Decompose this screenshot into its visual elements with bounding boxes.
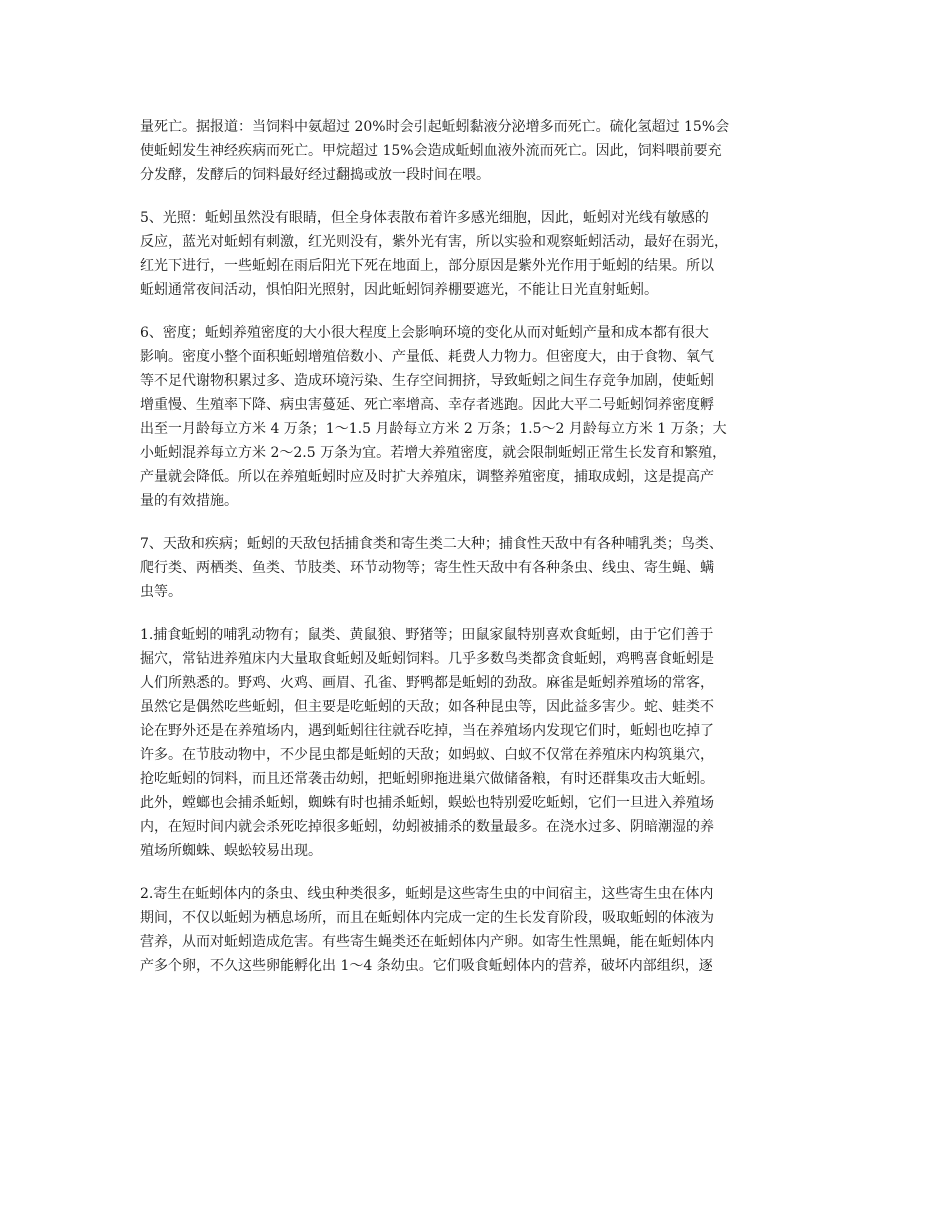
text-line: 殖场所蜘蛛、蜈蚣较易出现。: [140, 843, 322, 859]
text-line: 产多个卵，不久这些卵能孵化出 1～4 条幼虫。它们吸食蚯蚓体内的营养，破坏内部组织，逐: [140, 958, 713, 974]
paragraph-light: [140, 206, 810, 302]
text-line: 此外，螳螂也会捕杀蚯蚓，蜘蛛有时也捕杀蚯蚓，蜈蚣也特别爱吃蚯蚓，它们一旦进入养殖场: [140, 795, 714, 811]
text-line: 反应，蓝光对蚯蚓有刺激，红光则没有，紫外光有害，所以实验和观察蚯蚓活动，最好在弱光，: [140, 234, 728, 250]
text-line: 量的有效措施。: [140, 493, 238, 509]
text-line: 1.捕食蚯蚓的哺乳动物有；鼠类、黄鼠狼、野猪等；田鼠家鼠特别喜欢食蚯蚓，由于它们善于: [140, 627, 714, 643]
text-line: 期间，不仅以蚯蚓为栖息场所，而且在蚯蚓体内完成一定的生长发育阶段，吸取蚯蚓的体液为: [140, 910, 714, 926]
text-line: 产量就会降低。所以在养殖蚯蚓时应及时扩大养殖床，调整养殖密度，捕取成蚓，这是提高产: [140, 469, 714, 485]
text-line: 营养，从而对蚯蚓造成危害。有些寄生蝇类还在蚯蚓体内产卵。如寄生性黑蝇，能在蚯蚓体内: [140, 934, 714, 950]
text-line: 人们所熟悉的。野鸡、火鸡、画眉、孔雀、野鸭都是蚯蚓的劲敌。麻雀是蚯蚓养殖场的常客，: [140, 675, 714, 691]
text-line: 等不足代谢物积累过多、造成环境污染、生存空间拥挤，导致蚯蚓之间生存竞争加剧，使蚯蚓: [140, 373, 714, 389]
text-line: 量死亡。据报道：当饲料中氨超过 20%时会引起蚯蚓黏液分泌增多而死亡。硫化氢超过 15%会: [140, 119, 730, 135]
paragraph-predators: [140, 623, 810, 863]
text-line: 小蚯蚓混养每立方米 2～2.5 万条为宜。若增大养殖密度，就会限制蚯蚓正常生长发育和繁殖，: [140, 445, 727, 461]
text-line: 爬行类、两栖类、鱼类、节肢类、环节动物等；寄生性天敌中有各种条虫、线虫、寄生蝇、螨: [140, 560, 714, 576]
text-line: 2.寄生在蚯蚓体内的条虫、线虫种类很多，蚯蚓是这些寄生虫的中间宿主，这些寄生虫在体内: [140, 886, 714, 902]
text-line: 论在野外还是在养殖场内，遇到蚯蚓往往就吞吃掉，当在养殖场内发现它们时，蚯蚓也吃掉了: [140, 723, 714, 739]
document-page: [140, 115, 810, 997]
paragraph-toxic-gas: [140, 115, 810, 187]
text-line: 分发酵，发酵后的饲料最好经过翻捣或放一段时间在喂。: [140, 167, 490, 183]
text-line: 蚯蚓通常夜间活动，惧怕阳光照射，因此蚯蚓饲养棚要遮光，不能让日光直射蚯蚓。: [140, 282, 658, 298]
text-line: 虽然它是偶然吃些蚯蚓，但主要是吃蚯蚓的天敌；如各种昆虫等，因此益多害少。蛇、蛙类不: [140, 699, 714, 715]
text-line: 5、光照：蚯蚓虽然没有眼睛，但全身体表散布着许多感光细胞，因此，蚯蚓对光线有敏感的: [140, 210, 709, 226]
text-line: 掘穴，常钻进养殖床内大量取食蚯蚓及蚯蚓饲料。几乎多数鸟类都贪食蚯蚓，鸡鸭喜食蚯蚓是: [140, 651, 714, 667]
text-line: 许多。在节肢动物中，不少昆虫都是蚯蚓的天敌；如蚂蚁、白蚁不仅常在养殖床内构筑巢穴，: [140, 747, 714, 763]
paragraph-density: [140, 321, 810, 513]
text-line: 出至一月龄每立方米 4 万条；1～1.5 月龄每立方米 2 万条；1.5～2 月龄每立方米 1 万条；大: [140, 421, 727, 437]
text-line: 7、天敌和疾病；蚯蚓的天敌包括捕食类和寄生类二大种；捕食性天敌中有各种哺乳类；鸟类、: [140, 536, 723, 552]
text-line: 虫等。: [140, 584, 182, 600]
text-line: 抢吃蚯蚓的饲料，而且还常袭击幼蚓，把蚯蚓卵拖进巢穴做储备粮，有时还群集攻击大蚯蚓。: [140, 771, 714, 787]
text-line: 6、密度；蚯蚓养殖密度的大小很大程度上会影响环境的变化从而对蚯蚓产量和成本都有很大: [140, 325, 709, 341]
text-line: 红光下进行，一些蚯蚓在雨后阳光下死在地面上，部分原因是紫外光作用于蚯蚓的结果。所以: [140, 258, 714, 274]
text-line: 影响。密度小整个面积蚯蚓增殖倍数小、产量低、耗费人力物力。但密度大，由于食物、氧气: [140, 349, 714, 365]
text-line: 增重慢、生殖率下降、病虫害蔓延、死亡率增高、幸存者逃跑。因此大平二号蚯蚓饲养密度孵: [140, 397, 714, 413]
paragraph-parasites: [140, 882, 810, 978]
text-line: 使蚯蚓发生神经疾病而死亡。甲烷超过 15%会造成蚯蚓血液外流而死亡。因此，饲料喂前要充: [140, 143, 722, 159]
text-line: 内，在短时间内就会杀死吃掉很多蚯蚓，幼蚓被捕杀的数量最多。在浇水过多、阴暗潮湿的养: [140, 819, 714, 835]
paragraph-enemies-disease: [140, 532, 810, 604]
